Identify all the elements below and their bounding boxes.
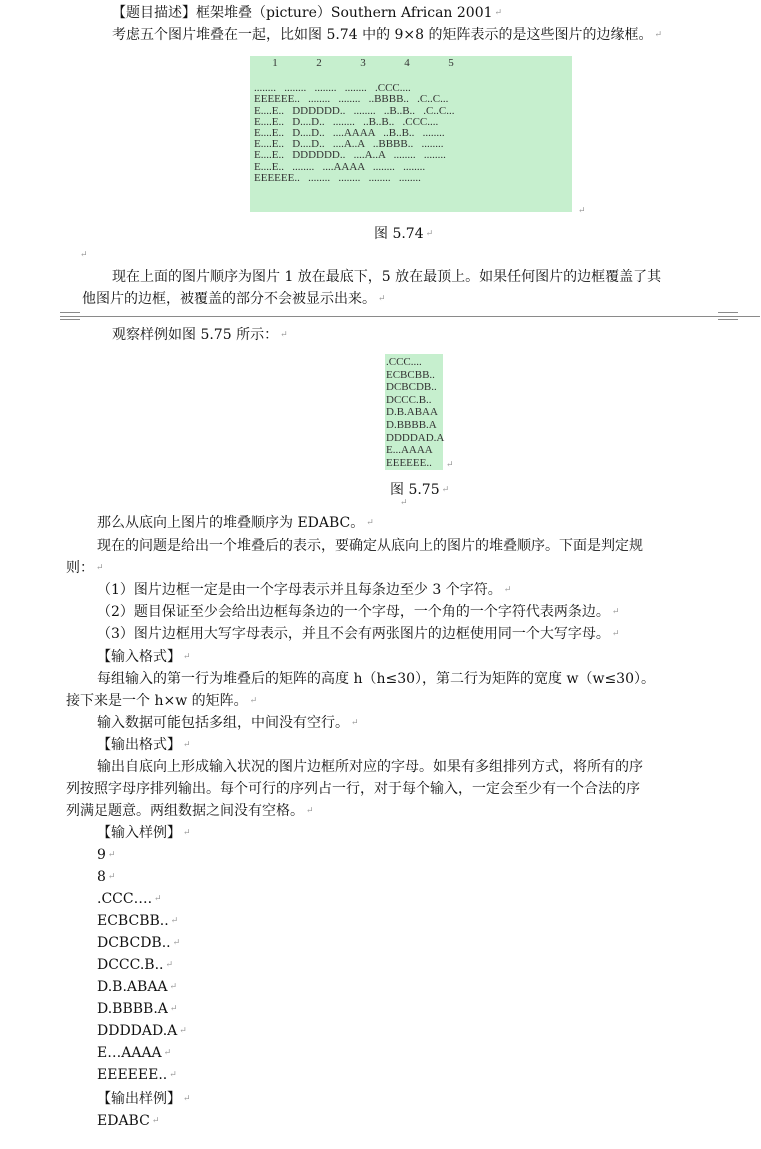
input-format-line3: 输入数据可能包括多组，中间没有空行。 ↵ xyxy=(97,715,359,731)
input-format-heading: 【输入格式】 ↵ xyxy=(97,649,191,665)
sample-input-line: 9 ↵ xyxy=(97,847,116,863)
sample-output: EDABC ↵ xyxy=(97,1113,160,1129)
output-format-line3: 列满足题意。两组数据之间没有空格。 ↵ xyxy=(66,803,314,819)
rule-3: （3）图片边框用大写字母表示，并且不会有两张图片的边框使用同一个大写字母。 ↵ xyxy=(97,626,620,642)
order-result: 那么从底向上图片的堆叠顺序为 EDABC。 ↵ xyxy=(97,515,374,531)
page-divider xyxy=(60,316,760,317)
figure-5-74-matrix: ........ ........ ........ ........ .CCC.... EEEEEE.. ........ ........ ..BBBB.. .C..C... E....E.. DDDDDD.. ........ ..B..B.. .C..C... E....E.. D....D.. ........ ..B..B.. .CCC.... E....E.. D....D.. ....AAAA ..B..B.. ........ E....E.. D....D.. ....A..A ..BBBB.. ........ E....E.. DDDDDD.. ....A..A ........ ........ E....E.. ........ ....AAAA ........ ........ EEEEEE.. ........ ........ ........ ........ xyxy=(254,82,455,184)
order-paragraph-line2: 他图片的边框，被覆盖的部分不会被显示出来。 ↵ xyxy=(82,291,386,307)
figure-5-75-caption: 图 5.75 ↵ xyxy=(390,482,450,498)
output-format-line1: 输出自底向上形成输入状况的图片边框所对应的字母。如果有多组排列方式，将所有的序 xyxy=(97,759,643,775)
sample-input-line: EEEEEE.. ↵ xyxy=(97,1067,177,1083)
divider-left-marker xyxy=(60,312,80,320)
order-paragraph-line1: 现在上面的图片顺序为图片 1 放在最底下，5 放在最顶上。如果任何图片的边框覆盖了其 xyxy=(112,269,662,285)
figure-5-75-mark: ↵ xyxy=(446,460,454,470)
problem-title: 【题目描述】框架堆叠（picture）Southern African 2001 ↵ xyxy=(112,5,503,21)
empty-paragraph-mark: ↵ xyxy=(80,250,88,260)
figure-5-74-header: 1 2 3 4 5 xyxy=(264,57,454,69)
input-format-line1: 每组输入的第一行为堆叠后的矩阵的高度 h（h≤30），第二行为矩阵的宽度 w（w≤30）。 xyxy=(97,671,655,687)
output-format-line2: 列按照字母序排列输出。每个可行的序列占一行，对于每个输入，一定会至少有一个合法的序 xyxy=(66,781,640,797)
output-format-heading: 【输出格式】 ↵ xyxy=(97,737,191,753)
rule-1: （1）图片边框一定是由一个字母表示并且每条边至少 3 个字符。 ↵ xyxy=(97,582,512,598)
sample-input-line: DCBCDB.. ↵ xyxy=(97,935,181,951)
figure-5-74-caption: 图 5.74 ↵ xyxy=(374,226,434,242)
sample-input-line: E…AAAA ↵ xyxy=(97,1045,172,1061)
divider-right-marker xyxy=(718,312,738,320)
figure-5-75-matrix: .CCC.... ECBCBB.. DCBCDB.. DCCC.B.. D.B.ABAA D.BBBB.A DDDDAD.A E...AAAA EEEEEE.. xyxy=(386,356,445,469)
sample-input-line: DDDDAD.A ↵ xyxy=(97,1023,187,1039)
rule-2: （2）题目保证至少会给出边框每条边的一个字母，一个角的一个字符代表两条边。 ↵ xyxy=(97,604,620,620)
figure-5-74-mark: ↵ xyxy=(578,206,586,216)
observe-text: 观察样例如图 5.75 所示： ↵ xyxy=(112,327,288,343)
sample-input-line: 8 ↵ xyxy=(97,869,116,885)
sample-input-line: DCCC.B.. ↵ xyxy=(97,957,174,973)
sample-output-heading: 【输出样例】 ↵ xyxy=(97,1091,191,1107)
sample-input-line: .CCC…. ↵ xyxy=(97,891,162,907)
input-format-line2: 接下来是一个 h×w 的矩阵。 ↵ xyxy=(66,693,258,709)
figure-5-74 xyxy=(250,56,572,212)
problem-line1: 现在的问题是给出一个堆叠后的表示，要确定从底向上的图片的堆叠顺序。下面是判定规 xyxy=(97,538,643,554)
figure-5-75 xyxy=(385,354,443,470)
sample-input-line: ECBCBB.. ↵ xyxy=(97,913,179,929)
sample-input-line: D.BBBB.A ↵ xyxy=(97,1001,178,1017)
sample-input-line: D.B.ABAA ↵ xyxy=(97,979,178,995)
sample-input-heading: 【输入样例】 ↵ xyxy=(97,825,191,841)
problem-line2: 则： ↵ xyxy=(66,560,104,576)
intro-text: 考虑五个图片堆叠在一起，比如图 5.74 中的 9×8 的矩阵表示的是这些图片的边缘框。 ↵ xyxy=(112,27,663,43)
caption-below-mark: ↵ xyxy=(400,498,408,508)
